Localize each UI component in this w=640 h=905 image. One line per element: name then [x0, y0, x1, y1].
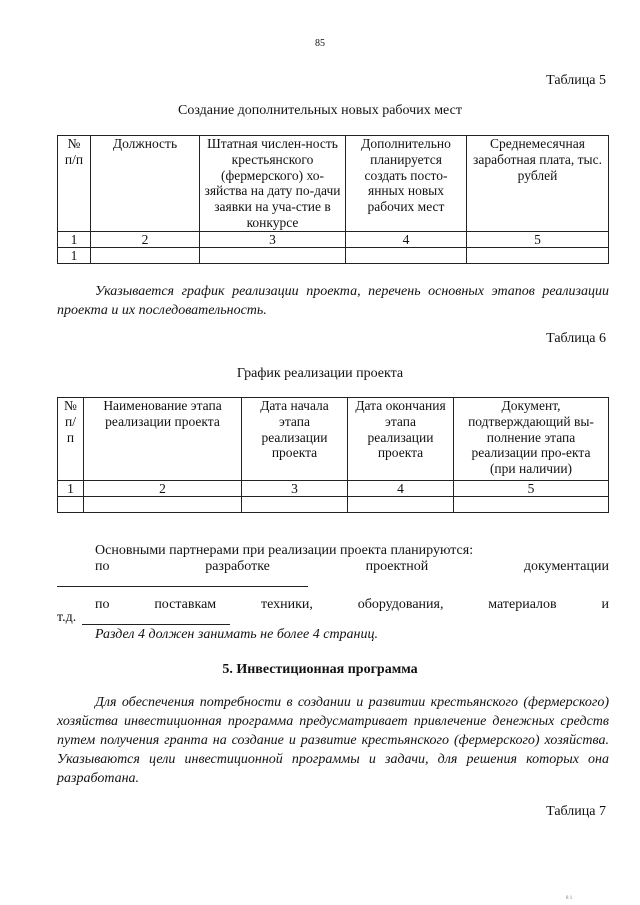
table6-data-cell[interactable] — [58, 497, 84, 513]
partners-word: проектной — [365, 559, 429, 574]
table5-label: Таблица 5 — [546, 73, 606, 88]
table5 — [57, 135, 609, 264]
corner-mark: 8 1 — [566, 896, 573, 901]
table6-header-cell: Дата начала этапа реализации проекта — [242, 398, 348, 481]
partners-word: поставкам — [154, 597, 217, 612]
fill-in-line-supply[interactable] — [82, 624, 230, 625]
table6-data-cell[interactable] — [348, 497, 454, 513]
partners-word: материалов — [488, 597, 557, 612]
table5-data-cell[interactable] — [346, 247, 467, 263]
table5-header-row — [58, 136, 609, 232]
table5-data-cell[interactable] — [200, 247, 346, 263]
partners-etc: т.д. — [57, 610, 77, 625]
partners-intro: Основными партнерами при реализации проекта планируются: — [95, 543, 474, 558]
partners-word: техники, — [260, 597, 313, 612]
partners-word: и — [601, 597, 609, 612]
table7-label: Таблица 7 — [546, 804, 606, 819]
table6-number-cell: 5 — [454, 481, 609, 497]
table5-header-cell: Дополнительно планируется создать посто-янных новых рабочих мест — [346, 136, 467, 232]
partners-word: по — [95, 559, 110, 574]
page-number: 85 — [315, 38, 325, 49]
table5-header-cell: Должность — [91, 136, 200, 232]
section5-title: 5. Инвестиционная программа — [222, 662, 418, 677]
table6-label: Таблица 6 — [546, 331, 606, 346]
table6-header-cell: № п/ п — [58, 398, 84, 481]
table6-data-cell[interactable] — [242, 497, 348, 513]
table6 — [57, 397, 609, 513]
table6-data-cell[interactable] — [84, 497, 242, 513]
table5-data-row — [58, 247, 609, 263]
fill-in-line-design[interactable] — [57, 586, 308, 587]
table6-header-cell: Документ, подтверждающий вы-полнение этапа реализации про-екта (при наличии) — [454, 398, 609, 481]
partners-word: разработке — [205, 559, 270, 574]
partners-word: по — [95, 597, 110, 612]
table6-data-row — [58, 497, 609, 513]
table5-data-cell[interactable] — [467, 247, 609, 263]
table6-title: График реализации проекта — [236, 366, 404, 381]
table6-data-cell[interactable] — [454, 497, 609, 513]
table5-title: Создание дополнительных новых рабочих мест — [178, 103, 462, 118]
section5-paragraph: Для обеспечения потребности в создании и развитии крестьянского (фермерского) хозяйства инвестиционная программа предусматривает привлечение денежных средств путем получения гранта на создание и развитие крестьянского (фермерского) хозяйства. Указываются цели инвестиционной программы и задачи, для решения которых она разработана. — [57, 695, 609, 786]
partners-word: документации — [523, 559, 609, 574]
table5-header-cell: Штатная числен-ность крестьянского (фермерского) хо-зяйства на дату по-дачи заявки на уча-стие в конкурсе — [200, 136, 346, 232]
partners-line-supply — [95, 595, 609, 614]
table5-data-cell[interactable] — [91, 247, 200, 263]
partners-line-design — [95, 557, 609, 576]
section-length-note: Раздел 4 должен занимать не более 4 страниц. — [95, 627, 378, 642]
table6-number-cell: 4 — [348, 481, 454, 497]
table5-header-cell: № п/п — [58, 136, 91, 232]
table5-number-cell: 3 — [200, 231, 346, 247]
table5-number-cell: 2 — [91, 231, 200, 247]
table6-number-row — [58, 481, 609, 497]
table5-data-cell[interactable]: 1 — [58, 247, 91, 263]
table5-header-cell: Среднемесячная заработная плата, тыс. рублей — [467, 136, 609, 232]
table6-header-cell: Наименование этапа реализации проекта — [84, 398, 242, 481]
table5-number-cell: 1 — [58, 231, 91, 247]
table5-number-row — [58, 231, 609, 247]
table6-header-cell: Дата окончания этапа реализации проекта — [348, 398, 454, 481]
table6-number-cell: 3 — [242, 481, 348, 497]
table5-number-cell: 4 — [346, 231, 467, 247]
partners-word: оборудования, — [357, 597, 444, 612]
schedule-instruction: Указывается график реализации проекта, перечень основных этапов реализации проекта и их последовательность. — [57, 284, 609, 318]
table5-number-cell: 5 — [467, 231, 609, 247]
table6-number-cell: 2 — [84, 481, 242, 497]
table6-header-row — [58, 398, 609, 481]
table6-number-cell: 1 — [58, 481, 84, 497]
